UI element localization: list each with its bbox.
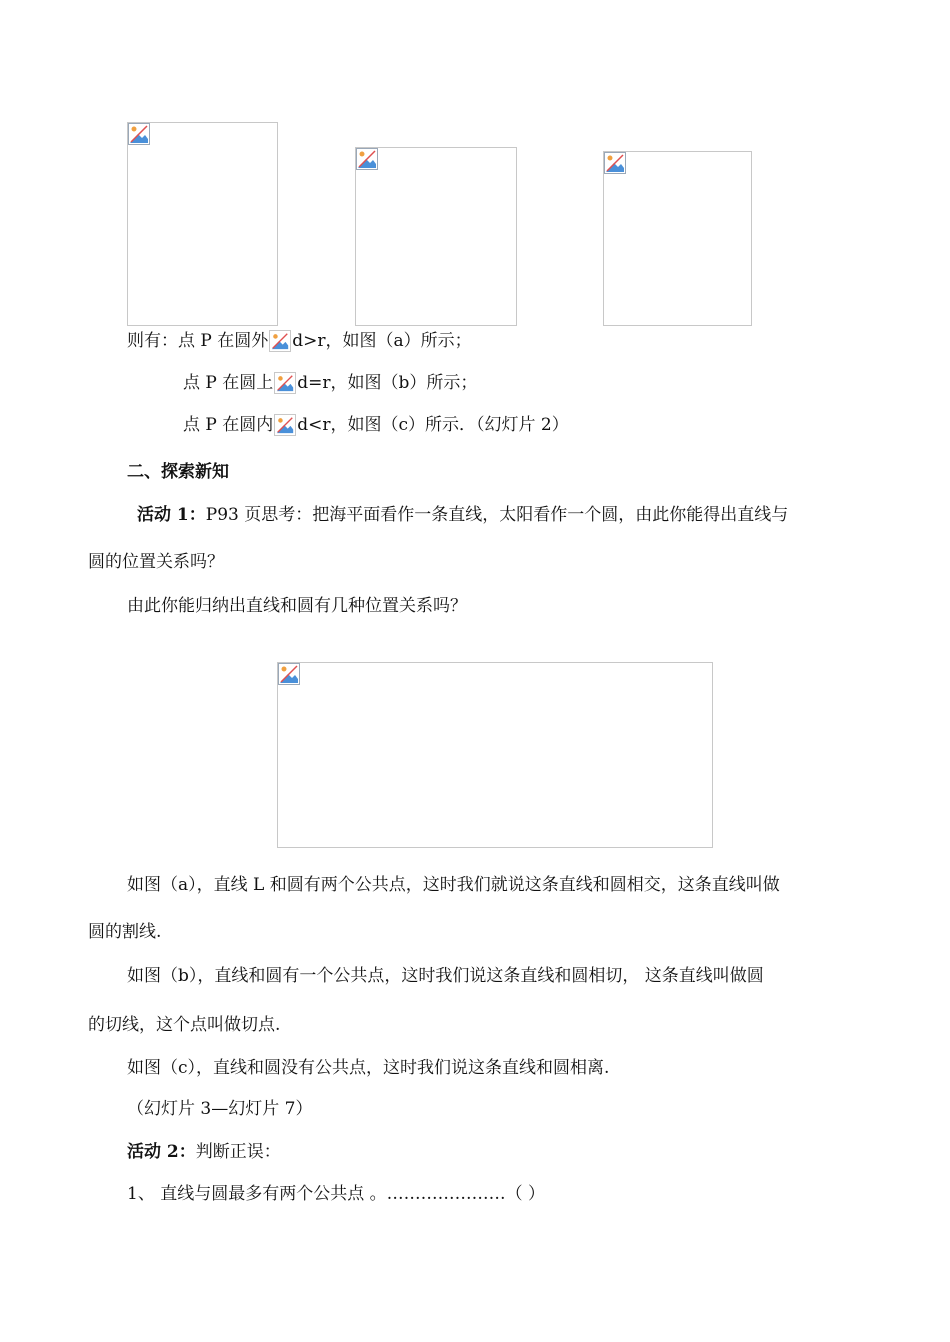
activity1-question: 由此你能归纳出直线和圆有几种位置关系吗？	[127, 596, 467, 616]
activity1-text: P93 页思考：把海平面看作一条直线，太阳看作一个圆，由此你能得出直线与	[205, 505, 789, 525]
relation-inside	[183, 413, 569, 437]
figure-a-image	[127, 122, 278, 326]
broken-image-icon	[356, 148, 378, 170]
activity1-label: 活动 1：	[137, 505, 206, 525]
relation-inside-prefix: 点 P 在圆内	[183, 415, 274, 435]
description-a-line2: 圆的割线.	[88, 922, 162, 942]
broken-image-icon	[278, 663, 300, 685]
relation-outside	[127, 329, 472, 353]
broken-image-icon	[274, 414, 296, 436]
activity2-text: 判断正误：	[195, 1142, 281, 1162]
activity1-line2: 圆的位置关系吗？	[88, 552, 224, 572]
broken-image-icon	[274, 372, 296, 394]
activity2-label: 活动 2：	[127, 1142, 196, 1162]
section-title: 二、探索新知	[127, 462, 229, 482]
relation-outside-prefix: 则有：点 P 在圆外	[127, 331, 269, 351]
relation-on-suffix: d=r，如图（b）所示；	[297, 373, 478, 393]
figure-b-image	[355, 147, 517, 326]
slides-reference: （幻灯片 3—幻灯片 7）	[127, 1099, 313, 1119]
activity2-heading	[127, 1140, 281, 1164]
relation-inside-suffix: d<r，如图（c）所示．（幻灯片 2）	[297, 415, 569, 435]
broken-image-icon	[604, 152, 626, 174]
description-b-line1: 如图（b），直线和圆有一个公共点，这时我们说这条直线和圆相切， 这条直线叫做圆	[127, 966, 764, 986]
activity2-item1: 1、 直线与圆最多有两个公共点 。…………………（ ）	[127, 1184, 546, 1204]
relation-on-prefix: 点 P 在圆上	[183, 373, 274, 393]
figure-positions-image	[277, 662, 713, 848]
relation-outside-suffix: d>r，如图（a）所示；	[292, 331, 472, 351]
description-c-line1: 如图（c），直线和圆没有公共点，这时我们说这条直线和圆相离.	[127, 1058, 610, 1078]
description-a-line1: 如图（a），直线 L 和圆有两个公共点，这时我们就说这条直线和圆相交，这条直线叫做	[127, 875, 780, 895]
figure-c-image	[603, 151, 752, 326]
broken-image-icon	[128, 123, 150, 145]
relation-on	[183, 371, 477, 395]
activity1-line1	[137, 503, 788, 527]
description-b-line2: 的切线，这个点叫做切点.	[88, 1015, 281, 1035]
broken-image-icon	[269, 330, 291, 352]
